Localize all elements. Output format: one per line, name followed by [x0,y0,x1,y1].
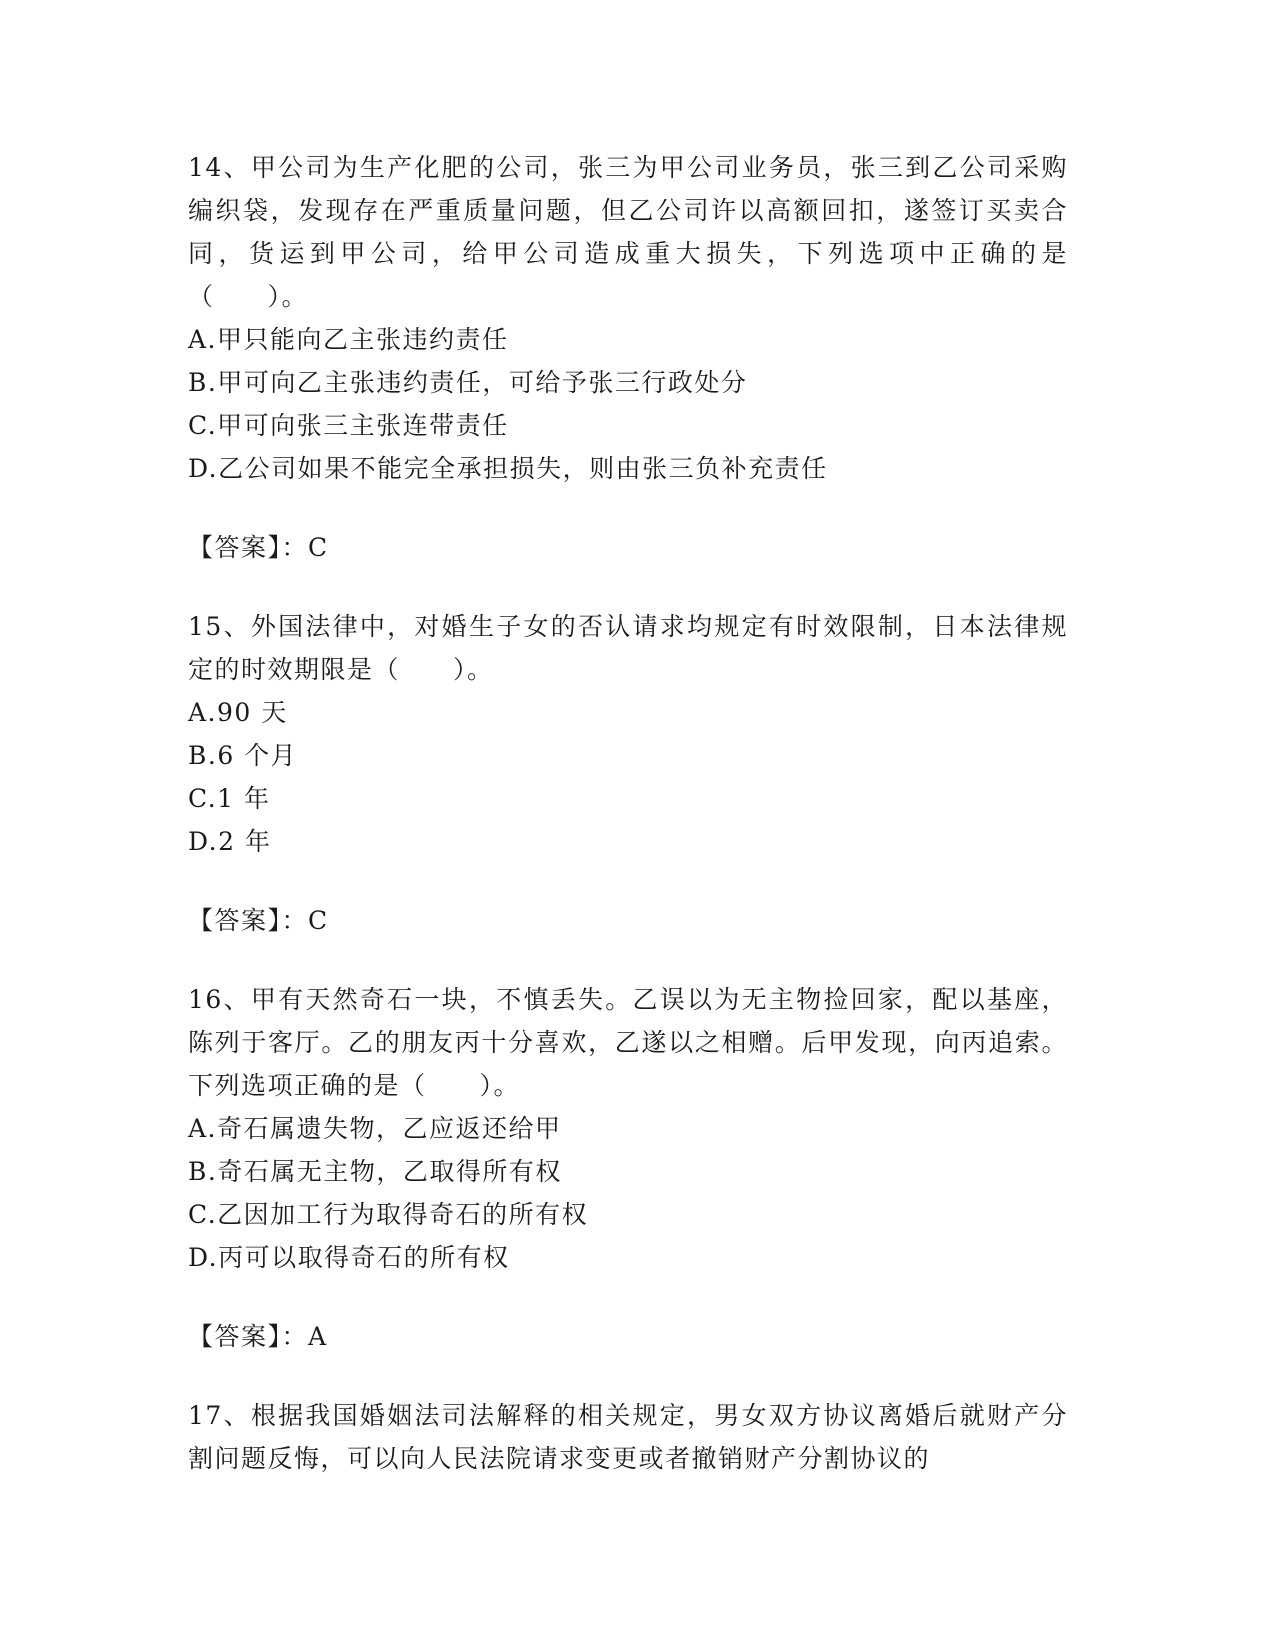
option-a: A.奇石属遗失物，乙应返还给甲 [188,1114,562,1143]
answer-line: 【答案】：C [188,533,329,562]
answer-line: 【答案】：A [188,1322,328,1351]
document-page [188,146,1068,1480]
option-d: D.2 年 [188,827,272,856]
option-d: D.丙可以取得奇石的所有权 [188,1243,510,1272]
option-a: A.甲只能向乙主张违约责任 [188,325,509,354]
option-a: A.90 天 [188,698,288,727]
option-b: B.奇石属无主物，乙取得所有权 [188,1157,562,1186]
question-text: 16、甲有天然奇石一块，不慎丢失。乙误以为无主物捡回家，配以基座，陈列于客厅。乙的朋友丙十分喜欢，乙遂以之相赠。后甲发现，向丙追索。下列选项正确的是（ ）。 [188,985,1068,1100]
question-14 [188,146,1068,569]
question-17 [188,1394,1068,1480]
question-text: 15、外国法律中，对婚生子女的否认请求均规定有时效限制，日本法律规定的时效期限是（ ）。 [188,612,1068,684]
question-text: 17、根据我国婚姻法司法解释的相关规定，男女双方协议离婚后就财产分割问题反悔，可以向人民法院请求变更或者撤销财产分割协议的 [188,1401,1068,1473]
option-c: C.乙因加工行为取得奇石的所有权 [188,1200,589,1229]
question-16 [188,978,1068,1358]
option-b: B.甲可向乙主张违约责任，可给予张三行政处分 [188,368,748,397]
answer-line: 【答案】：C [188,906,329,935]
option-d: D.乙公司如果不能完全承担损失，则由张三负补充责任 [188,454,828,483]
question-text: 14、甲公司为生产化肥的公司，张三为甲公司业务员，张三到乙公司采购编织袋，发现存在严重质量问题，但乙公司许以高额回扣，遂签订买卖合同，货运到甲公司，给甲公司造成重大损失，下列选项中正确的是（ ）。 [188,153,1068,311]
option-c: C.甲可向张三主张连带责任 [188,411,509,440]
option-c: C.1 年 [188,784,271,813]
question-15 [188,605,1068,942]
option-b: B.6 个月 [188,741,298,770]
